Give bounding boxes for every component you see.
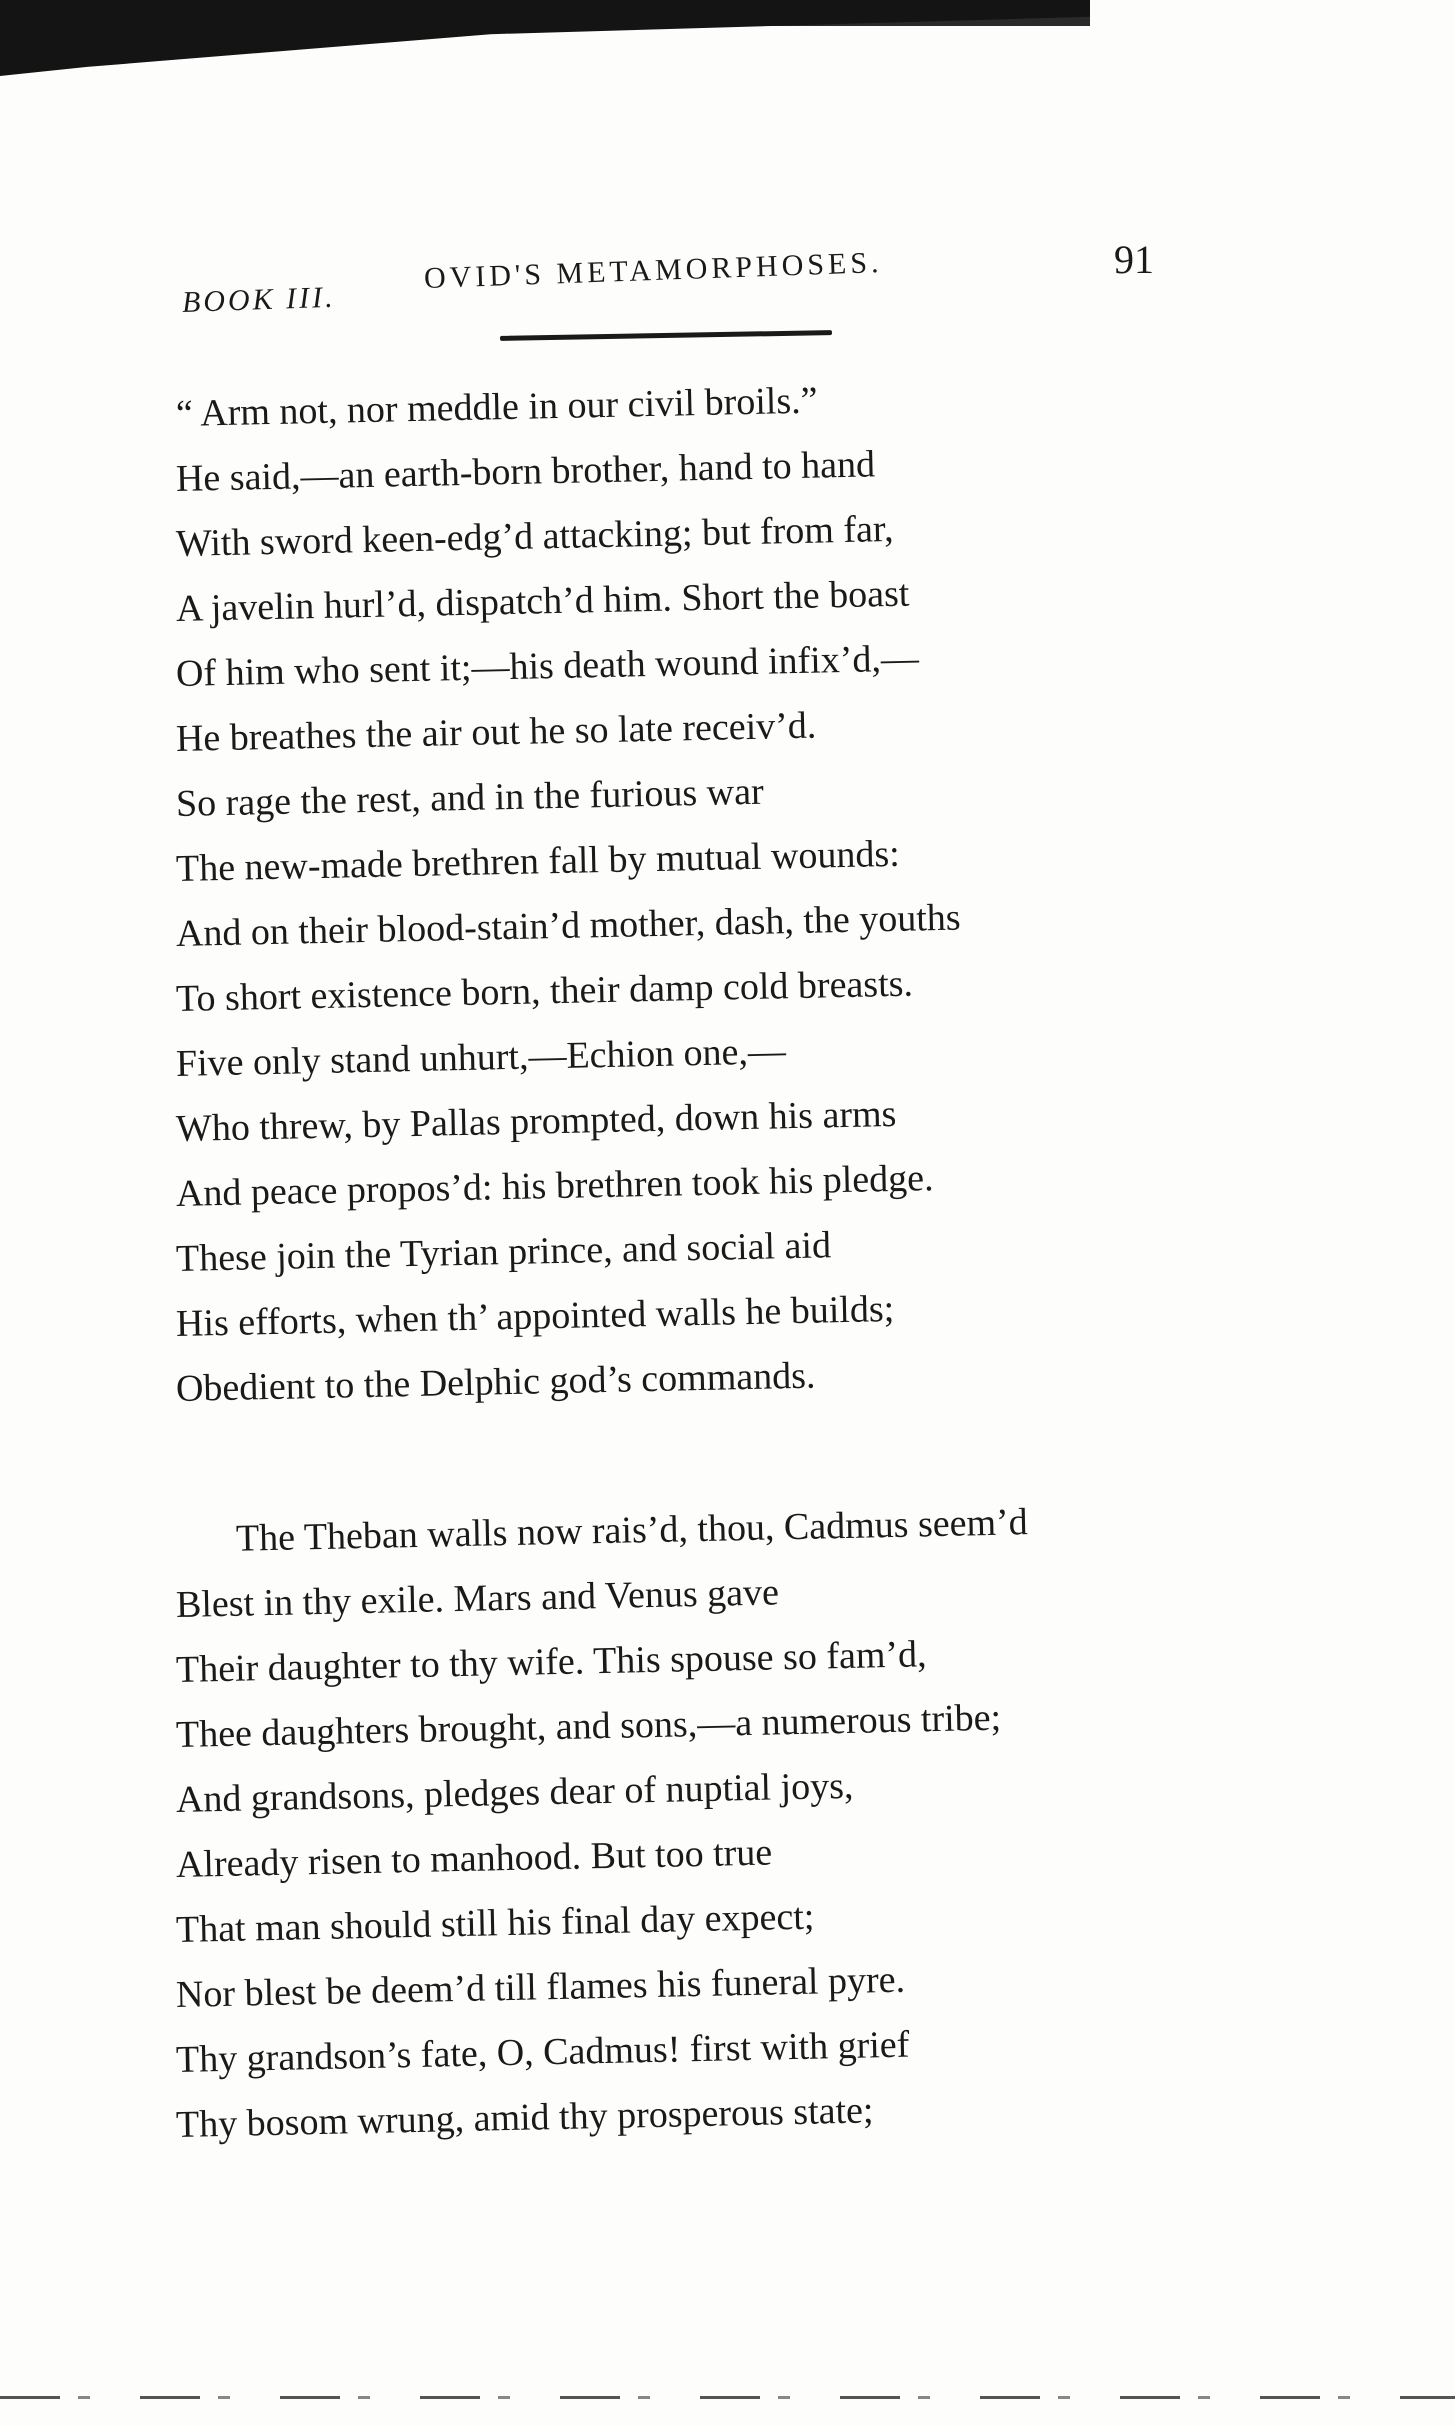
verse-line: And grandsons, pledges dear of nuptial joys,	[175, 1764, 854, 1821]
verse-line: Who threw, by Pallas prompted, down his arms	[175, 1092, 897, 1150]
stanza-2	[175, 1501, 1029, 2158]
verse-line: Already risen to manhood. But too true	[175, 1831, 773, 1886]
verse-line: Obedient to the Delphic god’s commands.	[175, 1354, 816, 1410]
running-title: OVID'S METAMORPHOSES.	[423, 246, 884, 295]
verse-line: With sword keen-edg’d attacking; but from far,	[175, 507, 894, 565]
verse-line: A javelin hurl’d, dispatch’d him. Short the boast	[175, 572, 910, 630]
verse-line: Thee daughters brought, and sons,—a numerous tribe;	[175, 1696, 1002, 1756]
book-label: BOOK III.	[181, 280, 337, 319]
verse-line: “ Arm not, nor meddle in our civil broils.”	[175, 379, 818, 435]
verse-line: His efforts, when th’ appointed walls he builds;	[175, 1287, 895, 1345]
scan-bottom-edge	[0, 2396, 1455, 2399]
verse-line: These join the Tyrian prince, and social aid	[175, 1224, 832, 1280]
verse-line: Thy grandson’s fate, O, Cadmus! first with grief	[175, 2023, 910, 2081]
verse-line: Thy bosom wrung, amid thy prosperous state;	[175, 2089, 874, 2146]
title-rule	[500, 330, 832, 341]
verse-line: Five only stand unhurt,—Echion one,—	[175, 1030, 787, 1085]
stanza-1	[175, 379, 962, 1422]
verse-line: The new-made brethren fall by mutual wounds:	[175, 832, 901, 890]
verse-line: He said,—an earth-born brother, hand to hand	[175, 443, 876, 500]
verse-line: And peace propos’d: his brethren took his pledge.	[175, 1157, 934, 1215]
verse-line: So rage the rest, and in the furious war	[175, 770, 765, 825]
verse-line: Blest in thy exile. Mars and Venus gave	[175, 1571, 780, 1626]
verse-line: And on their blood-stain’d mother, dash, the youths	[175, 896, 962, 955]
verse-line: Their daughter to thy wife. This spouse so fam’d,	[175, 1633, 927, 1691]
verse-line: The Theban walls now rais’d, thou, Cadmus seem’d	[235, 1501, 1029, 1560]
verse-line: Of him who sent it;—his death wound infix’d,—	[175, 637, 920, 695]
verse-line: That man should still his final day expect;	[175, 1895, 815, 1951]
page-header	[0, 0, 1455, 360]
verse-line: Nor blest be deem’d till flames his funeral pyre.	[175, 1958, 906, 2016]
verse-line: He breathes the air out he so late receiv’d.	[175, 704, 817, 760]
verse-line: To short existence born, their damp cold breasts.	[175, 962, 914, 1020]
page-number: 91	[1114, 237, 1154, 282]
